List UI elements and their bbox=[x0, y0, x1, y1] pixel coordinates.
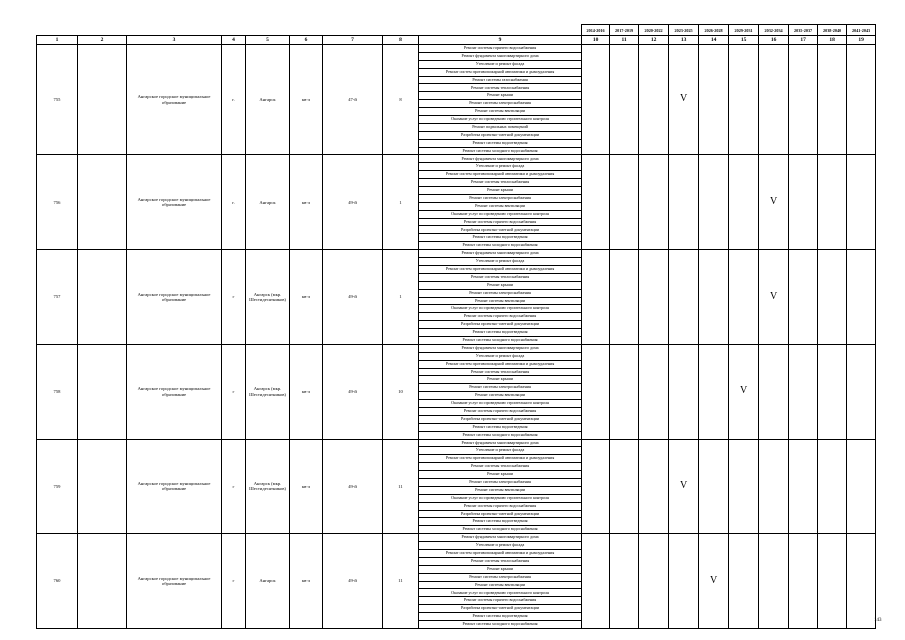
settlement-type-cell: г bbox=[222, 534, 246, 629]
work-type-cell: Ремонт системы вентиляции bbox=[419, 297, 582, 305]
work-type-cell: Разработка проектно-сметной документации bbox=[419, 510, 582, 518]
building-cell: 11 bbox=[383, 439, 419, 534]
period-cell bbox=[669, 250, 699, 345]
building-cell: 10 bbox=[383, 344, 419, 439]
work-type-cell: Оказание услуг по проведению строительного контроля bbox=[419, 116, 582, 124]
work-type-cell: Ремонт системы электроснабжения bbox=[419, 573, 582, 581]
municipality-cell: Ангарское городское муниципальное образование bbox=[127, 534, 222, 629]
column-number-cell: 16 bbox=[759, 36, 789, 45]
district-type-cell: кв-л bbox=[290, 344, 323, 439]
work-type-cell: Ремонт крыши bbox=[419, 92, 582, 100]
work-type-cell: Ремонт системы электроснабжения bbox=[419, 100, 582, 108]
period-cell bbox=[639, 344, 669, 439]
record-number-cell: 756 bbox=[37, 155, 78, 250]
work-type-cell: Ремонт системы теплоснабжения bbox=[419, 179, 582, 187]
period-cell bbox=[610, 344, 639, 439]
work-type-cell: Ремонт системы теплоснабжения bbox=[419, 557, 582, 565]
period-header-blank bbox=[37, 25, 582, 36]
period-header-cell: 2014-2016 bbox=[582, 25, 610, 36]
district-type-cell: кв-л bbox=[290, 439, 323, 534]
work-type-cell: Ремонт системы электроснабжения bbox=[419, 384, 582, 392]
work-type-cell: Ремонт системы горячего водоснабжения bbox=[419, 502, 582, 510]
column-number-cell: 7 bbox=[323, 36, 383, 45]
work-type-cell: Ремонт системы горячего водоснабжения bbox=[419, 45, 582, 53]
house-cell: 49-й bbox=[323, 155, 383, 250]
period-cell bbox=[818, 250, 847, 345]
period-cell bbox=[789, 155, 818, 250]
municipality-cell: Ангарское городское муниципальное образование bbox=[127, 439, 222, 534]
district-type-cell: кв-л bbox=[290, 45, 323, 155]
work-type-cell: Ремонт системы вентиляции bbox=[419, 108, 582, 116]
period-cell bbox=[610, 155, 639, 250]
period-cell bbox=[818, 155, 847, 250]
period-cell bbox=[729, 155, 759, 250]
work-type-cell: Утепление и ремонт фасада bbox=[419, 542, 582, 550]
period-cell bbox=[699, 250, 729, 345]
work-type-cell: Ремонт системы теплоснабжения bbox=[419, 273, 582, 281]
settlement-type-cell: г bbox=[222, 344, 246, 439]
record-number-cell: 757 bbox=[37, 250, 78, 345]
work-type-cell: Утепление и ремонт фасада bbox=[419, 352, 582, 360]
column-number-cell: 2 bbox=[78, 36, 127, 45]
work-type-cell: Ремонт системы электроснабжения bbox=[419, 478, 582, 486]
municipality-cell: Ангарское городское муниципальное образование bbox=[127, 45, 222, 155]
work-type-cell: Оказание услуг по проведению строительного контроля bbox=[419, 210, 582, 218]
period-cell bbox=[699, 439, 729, 534]
column-number-cell: 10 bbox=[582, 36, 610, 45]
period-cell bbox=[582, 250, 610, 345]
work-type-cell: Ремонт крыши bbox=[419, 376, 582, 384]
work-type-cell: Ремонт систем противопожарной автоматики и дымоудаления bbox=[419, 265, 582, 273]
period-cell bbox=[818, 45, 847, 155]
table-row bbox=[37, 155, 876, 163]
column-number-cell: 4 bbox=[222, 36, 246, 45]
period-header-cell: 2041-2043 bbox=[847, 25, 876, 36]
work-type-cell: Ремонт подвальных помещений bbox=[419, 123, 582, 131]
district-type-cell: кв-л bbox=[290, 534, 323, 629]
blank-cell bbox=[78, 439, 127, 534]
period-header-cell: 2023-2025 bbox=[669, 25, 699, 36]
period-cell bbox=[847, 534, 876, 629]
period-cell bbox=[789, 45, 818, 155]
column-number-cell: 15 bbox=[729, 36, 759, 45]
municipality-cell: Ангарское городское муниципальное образование bbox=[127, 344, 222, 439]
work-type-cell: Ремонт систем противопожарной автоматики и дымоудаления bbox=[419, 171, 582, 179]
work-type-cell: Утепление и ремонт фасада bbox=[419, 60, 582, 68]
work-type-cell: Ремонт системы холодного водоснабжения bbox=[419, 147, 582, 155]
work-type-cell: Ремонт крыши bbox=[419, 187, 582, 195]
district-type-cell: кв-л bbox=[290, 155, 323, 250]
district-type-cell: кв-л bbox=[290, 250, 323, 345]
municipality-cell: Ангарское городское муниципальное образование bbox=[127, 250, 222, 345]
period-mark-cell: V bbox=[699, 534, 729, 629]
period-cell bbox=[818, 439, 847, 534]
period-cell bbox=[610, 250, 639, 345]
record-number-cell: 755 bbox=[37, 45, 78, 155]
period-header-cell: 2020-2022 bbox=[639, 25, 669, 36]
table-row bbox=[37, 439, 876, 447]
period-cell bbox=[847, 45, 876, 155]
settlement-type-cell: г. bbox=[222, 155, 246, 250]
column-number-cell: 19 bbox=[847, 36, 876, 45]
work-type-cell: Утепление и ремонт фасада bbox=[419, 258, 582, 266]
period-header-cell: 2017-2019 bbox=[610, 25, 639, 36]
period-cell bbox=[789, 344, 818, 439]
period-cell bbox=[639, 439, 669, 534]
work-type-cell: Ремонт системы водоотведения bbox=[419, 518, 582, 526]
work-type-cell: Ремонт фундамента многоквартирного дома bbox=[419, 52, 582, 60]
work-type-cell: Оказание услуг по проведению строительного контроля bbox=[419, 305, 582, 313]
period-mark-cell: V bbox=[669, 439, 699, 534]
work-type-cell: Ремонт фундамента многоквартирного дома bbox=[419, 439, 582, 447]
work-type-cell: Ремонт крыши bbox=[419, 471, 582, 479]
work-type-cell: Ремонт системы холодного водоснабжения bbox=[419, 336, 582, 344]
work-type-cell: Ремонт систем противопожарной автоматики и дымоудаления bbox=[419, 360, 582, 368]
period-cell bbox=[847, 439, 876, 534]
work-type-cell: Ремонт системы вентиляции bbox=[419, 392, 582, 400]
building-cell: 1 bbox=[383, 155, 419, 250]
work-type-cell: Утепление и ремонт фасада bbox=[419, 163, 582, 171]
period-cell bbox=[789, 534, 818, 629]
settlement-type-cell: г bbox=[222, 250, 246, 345]
period-header-cell: 2026-2028 bbox=[699, 25, 729, 36]
period-header-cell: 2032-2034 bbox=[759, 25, 789, 36]
house-cell: 47-й bbox=[323, 45, 383, 155]
period-cell bbox=[582, 534, 610, 629]
settlement-cell: Ангарск (мкр. Шестидесятников) bbox=[246, 439, 290, 534]
period-cell bbox=[699, 45, 729, 155]
period-cell bbox=[610, 534, 639, 629]
period-cell bbox=[818, 344, 847, 439]
blank-cell bbox=[78, 155, 127, 250]
period-cell bbox=[729, 439, 759, 534]
work-type-cell: Ремонт системы горячего водоснабжения bbox=[419, 597, 582, 605]
house-cell: 49-й bbox=[323, 250, 383, 345]
table-row bbox=[37, 250, 876, 258]
building-cell: 11 bbox=[383, 534, 419, 629]
work-type-cell: Оказание услуг по проведению строительного контроля bbox=[419, 494, 582, 502]
work-type-cell: Ремонт системы электроснабжения bbox=[419, 289, 582, 297]
work-type-cell: Утепление и ремонт фасада bbox=[419, 447, 582, 455]
page-number: 143 bbox=[874, 618, 882, 623]
period-cell bbox=[789, 250, 818, 345]
work-type-cell: Ремонт системы холодного водоснабжения bbox=[419, 242, 582, 250]
work-type-cell: Ремонт системы горячего водоснабжения bbox=[419, 218, 582, 226]
record-number-cell: 760 bbox=[37, 534, 78, 629]
period-cell bbox=[759, 439, 789, 534]
column-number-cell: 8 bbox=[383, 36, 419, 45]
work-type-cell: Оказание услуг по проведению строительного контроля bbox=[419, 400, 582, 408]
settlement-type-cell: г. bbox=[222, 45, 246, 155]
period-cell bbox=[669, 344, 699, 439]
column-number-cell: 3 bbox=[127, 36, 222, 45]
blank-cell bbox=[78, 534, 127, 629]
capital-repair-table bbox=[36, 24, 876, 629]
period-header-cell: 2029-2031 bbox=[729, 25, 759, 36]
work-type-cell: Ремонт системы горячего водоснабжения bbox=[419, 407, 582, 415]
work-type-cell: Разработка проектно-сметной документации bbox=[419, 415, 582, 423]
period-cell bbox=[639, 45, 669, 155]
period-cell bbox=[759, 344, 789, 439]
work-type-cell: Ремонт системы холодного водоснабжения bbox=[419, 431, 582, 439]
blank-cell bbox=[78, 250, 127, 345]
period-header-cell: 2035-2037 bbox=[789, 25, 818, 36]
period-cell bbox=[729, 250, 759, 345]
work-type-cell: Разработка проектно-сметной документации bbox=[419, 605, 582, 613]
work-type-cell: Ремонт системы вентиляции bbox=[419, 581, 582, 589]
period-cell bbox=[639, 155, 669, 250]
period-mark-cell: V bbox=[759, 250, 789, 345]
work-type-cell: Ремонт системы газоснабжения bbox=[419, 76, 582, 84]
period-header-cell: 2038-2040 bbox=[818, 25, 847, 36]
column-number-cell: 11 bbox=[610, 36, 639, 45]
period-mark-cell: V bbox=[729, 344, 759, 439]
column-number-cell: 5 bbox=[246, 36, 290, 45]
period-mark-cell: V bbox=[669, 45, 699, 155]
work-type-cell: Ремонт фундамента многоквартирного дома bbox=[419, 155, 582, 163]
period-cell bbox=[610, 45, 639, 155]
settlement-cell: Ангарск (мкр. Шестидесятников) bbox=[246, 250, 290, 345]
period-mark-cell: V bbox=[759, 155, 789, 250]
period-cell bbox=[610, 439, 639, 534]
work-type-cell: Ремонт системы водоотведения bbox=[419, 234, 582, 242]
work-type-cell: Ремонт системы теплоснабжения bbox=[419, 463, 582, 471]
work-type-cell: Разработка проектно-сметной документации bbox=[419, 321, 582, 329]
work-type-cell: Ремонт системы водоотведения bbox=[419, 613, 582, 621]
period-cell bbox=[759, 534, 789, 629]
period-cell bbox=[847, 155, 876, 250]
work-type-cell: Ремонт фундамента многоквартирного дома bbox=[419, 344, 582, 352]
period-cell bbox=[582, 344, 610, 439]
work-type-cell: Ремонт системы электроснабжения bbox=[419, 194, 582, 202]
work-type-cell: Ремонт системы вентиляции bbox=[419, 486, 582, 494]
column-number-cell: 17 bbox=[789, 36, 818, 45]
work-type-cell: Ремонт системы теплоснабжения bbox=[419, 368, 582, 376]
period-cell bbox=[669, 155, 699, 250]
period-cell bbox=[818, 534, 847, 629]
work-type-cell: Ремонт системы водоотведения bbox=[419, 423, 582, 431]
work-type-cell: Ремонт системы холодного водоснабжения bbox=[419, 526, 582, 534]
work-type-cell: Ремонт крыши bbox=[419, 565, 582, 573]
period-cell bbox=[729, 534, 759, 629]
municipality-cell: Ангарское городское муниципальное образование bbox=[127, 155, 222, 250]
house-cell: 49-й bbox=[323, 439, 383, 534]
period-cell bbox=[789, 439, 818, 534]
period-cell bbox=[669, 534, 699, 629]
column-number-cell: 1 bbox=[37, 36, 78, 45]
work-type-cell: Ремонт фундамента многоквартирного дома bbox=[419, 250, 582, 258]
column-number-cell: 6 bbox=[290, 36, 323, 45]
table-row bbox=[37, 534, 876, 542]
period-cell bbox=[639, 250, 669, 345]
work-type-cell: Ремонт системы водоотведения bbox=[419, 139, 582, 147]
column-number-cell: 18 bbox=[818, 36, 847, 45]
column-number-cell: 12 bbox=[639, 36, 669, 45]
column-number-cell: 13 bbox=[669, 36, 699, 45]
work-type-cell: Разработка проектно-сметной документации bbox=[419, 131, 582, 139]
settlement-cell: Ангарск (мкр. Шестидесятников) bbox=[246, 344, 290, 439]
column-number-cell: 9 bbox=[419, 36, 582, 45]
period-cell bbox=[582, 439, 610, 534]
work-type-cell: Ремонт системы вентиляции bbox=[419, 202, 582, 210]
period-cell bbox=[639, 534, 669, 629]
blank-cell bbox=[78, 344, 127, 439]
work-type-cell: Ремонт систем противопожарной автоматики и дымоудаления bbox=[419, 68, 582, 76]
period-cell bbox=[847, 250, 876, 345]
work-type-cell: Оказание услуг по проведению строительного контроля bbox=[419, 589, 582, 597]
table-row bbox=[37, 45, 876, 53]
work-type-cell: Ремонт системы холодного водоснабжения bbox=[419, 621, 582, 629]
blank-cell bbox=[78, 45, 127, 155]
work-type-cell: Разработка проектно-сметной документации bbox=[419, 226, 582, 234]
work-type-cell: Ремонт системы водоотведения bbox=[419, 329, 582, 337]
period-cell bbox=[582, 45, 610, 155]
period-cell bbox=[729, 45, 759, 155]
work-type-cell: Ремонт фундамента многоквартирного дома bbox=[419, 534, 582, 542]
column-number-row bbox=[37, 36, 876, 45]
work-type-cell: Ремонт системы теплоснабжения bbox=[419, 84, 582, 92]
period-cell bbox=[759, 45, 789, 155]
settlement-type-cell: г bbox=[222, 439, 246, 534]
house-cell: 49-й bbox=[323, 534, 383, 629]
settlement-cell: Ангарск bbox=[246, 45, 290, 155]
work-type-cell: Ремонт систем противопожарной автоматики и дымоудаления bbox=[419, 455, 582, 463]
work-type-cell: Ремонт систем противопожарной автоматики и дымоудаления bbox=[419, 550, 582, 558]
building-cell: 1 bbox=[383, 250, 419, 345]
record-number-cell: 759 bbox=[37, 439, 78, 534]
period-cell bbox=[699, 344, 729, 439]
building-cell: 8 bbox=[383, 45, 419, 155]
work-type-cell: Ремонт системы горячего водоснабжения bbox=[419, 313, 582, 321]
period-cell bbox=[582, 155, 610, 250]
period-cell bbox=[699, 155, 729, 250]
record-number-cell: 758 bbox=[37, 344, 78, 439]
period-cell bbox=[847, 344, 876, 439]
period-header-row bbox=[37, 25, 876, 36]
settlement-cell: Ангарск bbox=[246, 534, 290, 629]
house-cell: 49-й bbox=[323, 344, 383, 439]
table-row bbox=[37, 344, 876, 352]
settlement-cell: Ангарск bbox=[246, 155, 290, 250]
work-type-cell: Ремонт крыши bbox=[419, 281, 582, 289]
column-number-cell: 14 bbox=[699, 36, 729, 45]
